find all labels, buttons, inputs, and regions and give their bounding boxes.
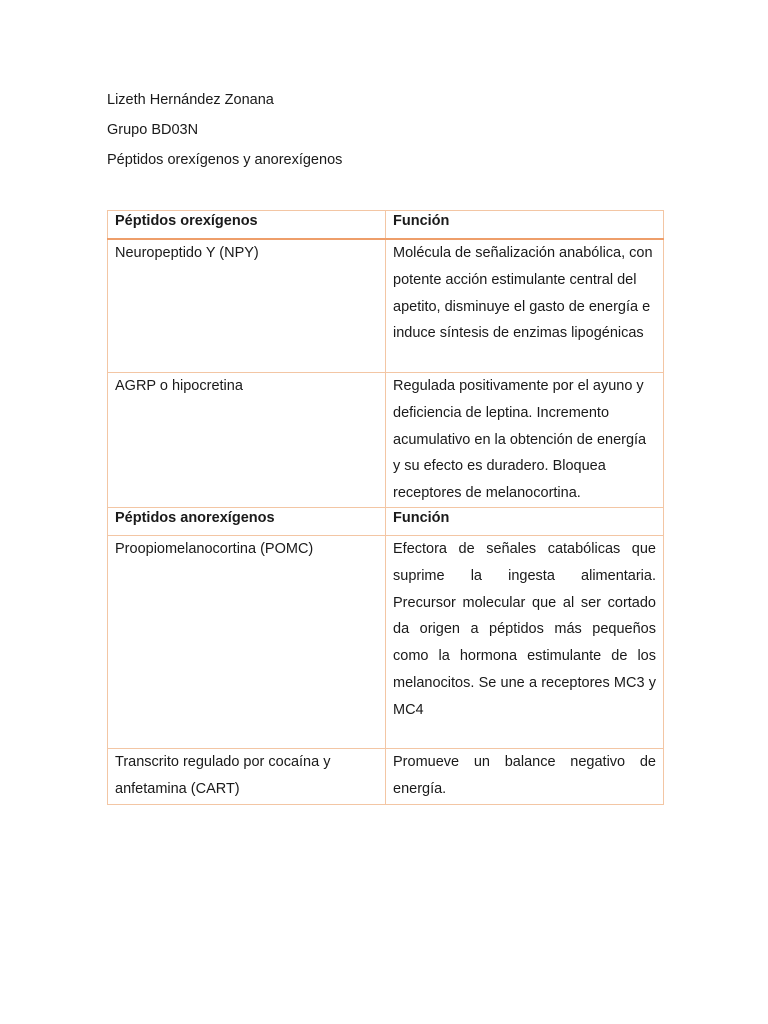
table-header-orexigenic bbox=[108, 211, 664, 240]
function-cell: Regulada positivamente por el ayuno y deficiencia de leptina. Incremento acumulativo en la obtención de energía y su efecto es duradero. Bloquea receptores de melanocortina. bbox=[386, 373, 664, 508]
table-row bbox=[108, 749, 664, 805]
peptides-table bbox=[107, 210, 664, 805]
function-cell: Promueve un balance negativo de energía. bbox=[386, 749, 664, 805]
header-cell-function: Función bbox=[386, 211, 664, 240]
table-header-anorexigenic bbox=[108, 508, 664, 536]
peptide-cell: Transcrito regulado por cocaína y anfetamina (CART) bbox=[108, 749, 386, 805]
header-cell-function: Función bbox=[386, 508, 664, 536]
function-cell: Efectora de señales catabólicas que suprime la ingesta alimentaria. Precursor molecular que al ser cortado da origen a péptidos más pequeños como la hormona estimulante de los melanocitos. Se une a receptores MC3 y MC4 bbox=[386, 536, 664, 749]
group-label: Grupo BD03N bbox=[107, 122, 199, 138]
function-cell: Molécula de señalización anabólica, con potente acción estimulante central del apetito, disminuye el gasto de energía e induce síntesis de enzimas lipogénicas bbox=[386, 239, 664, 373]
peptide-cell: Neuropeptido Y (NPY) bbox=[108, 239, 386, 373]
document-title: Péptidos orexígenos y anorexígenos bbox=[107, 152, 343, 168]
author-name: Lizeth Hernández Zonana bbox=[107, 92, 274, 108]
table-row bbox=[108, 239, 664, 373]
peptide-cell: Proopiomelanocortina (POMC) bbox=[108, 536, 386, 749]
peptide-cell: AGRP o hipocretina bbox=[108, 373, 386, 508]
table-row bbox=[108, 536, 664, 749]
header-cell-peptides-orexigenic: Péptidos orexígenos bbox=[108, 211, 386, 240]
table-row bbox=[108, 373, 664, 508]
header-cell-peptides-anorexigenic: Péptidos anorexígenos bbox=[108, 508, 386, 536]
